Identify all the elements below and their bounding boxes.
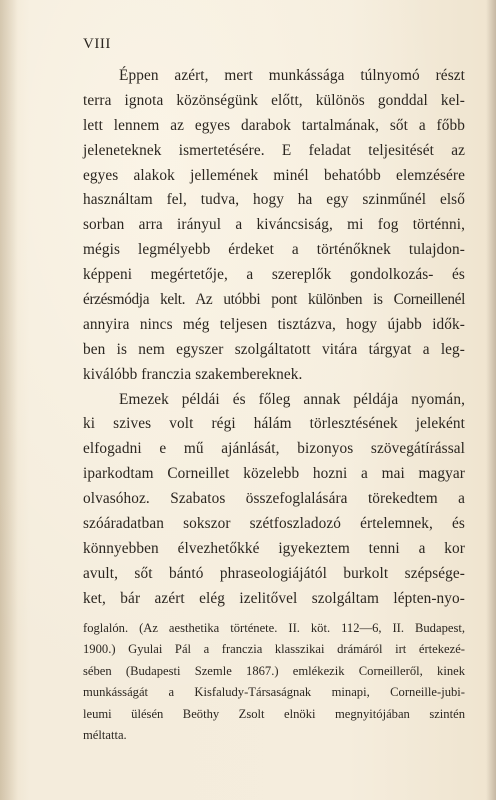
- text-line: iparkodtam Corneillet közelebb hozni a mai magyar: [83, 465, 465, 483]
- text-line: jeleneteknek ismertetésére. E feladat teljesitését az: [83, 141, 465, 159]
- text-line: egyes alakok jellemének minél behatóbb elemzésére: [83, 166, 465, 184]
- footnote-line: 1900.) Gyulai Pál a franczia klasszikai drámáról irt értekezé-: [83, 642, 465, 657]
- text-line: használtam fel, tudva, hogy ha egy szinműnél első: [83, 191, 465, 209]
- footnote-line: munkásságát a Kisfaludy-Társaságnak minapi, Corneille-jubi-: [83, 685, 465, 700]
- text-line: ben is nem egyszer szolgáltatott vitára tárgyat a leg-: [83, 340, 465, 358]
- page-edge-shadow: [486, 0, 496, 800]
- footnote-line: sében (Budapesti Szemle 1867.) emlékezik Corneilleről, kinek: [83, 663, 465, 678]
- text-line: könnyebben élvezhetőkké igyekeztem tenni a kor: [83, 539, 465, 557]
- footnote-line: leumi ülésén Beöthy Zsolt elnöki megnyitójában szintén: [83, 706, 465, 721]
- text-line: lett lennem az egyes darabok tartalmának, sőt a főbb: [83, 116, 465, 134]
- page-gutter-shadow: [0, 0, 18, 800]
- text-line: ket, bár azért elég izelitővel szolgáltam lépten-nyo-: [83, 589, 465, 607]
- text-line: képpeni megértetője, a szereplők gondolkozás- és: [83, 266, 465, 284]
- text-line: érzésmódja kelt. Az utóbbi pont különben is Corneillenél: [83, 291, 465, 309]
- text-line: avult, sőt bántó phraseologiájától burkolt szépsége-: [83, 564, 465, 582]
- text-line: Éppen azért, mert munkássága túlnyomó részt: [119, 67, 465, 84]
- main-text-block: [83, 64, 465, 612]
- text-line: terra ignota közönségünk előtt, különös gonddal kel-: [83, 91, 465, 109]
- text-line: Emezek példái és főleg annak példája nyomán,: [119, 390, 465, 408]
- footnote-block: [83, 618, 465, 746]
- footnote-line: foglalón. (Az aesthetika története. II. köt. 112—6, II. Budapest,: [83, 621, 465, 635]
- text-line: kiválóbb franczia szakembereknek.: [83, 365, 303, 383]
- text-line: annyira nincs még teljesen tisztázva, hogy újabb idők-: [83, 315, 465, 333]
- text-line: elfogadni e mű ajánlását, bizonyos szövegátírással: [83, 440, 465, 458]
- page-number: VIII: [83, 36, 111, 52]
- text-line: olvasóhoz. Szabatos összefoglalására törekedtem a: [83, 490, 465, 508]
- text-line: szóáradatban sokszor szétfoszladozó értelemnek, és: [83, 515, 465, 533]
- text-line: mégis legmélyebb érdeket a történőknek tulajdon-: [83, 241, 465, 259]
- text-line: sorban arra irányul a kiváncsiság, mi fog történni,: [83, 216, 465, 234]
- footnote-line: méltatta.: [83, 727, 127, 742]
- text-line: ki szives volt régi hálám törlesztésének jeleként: [83, 415, 465, 433]
